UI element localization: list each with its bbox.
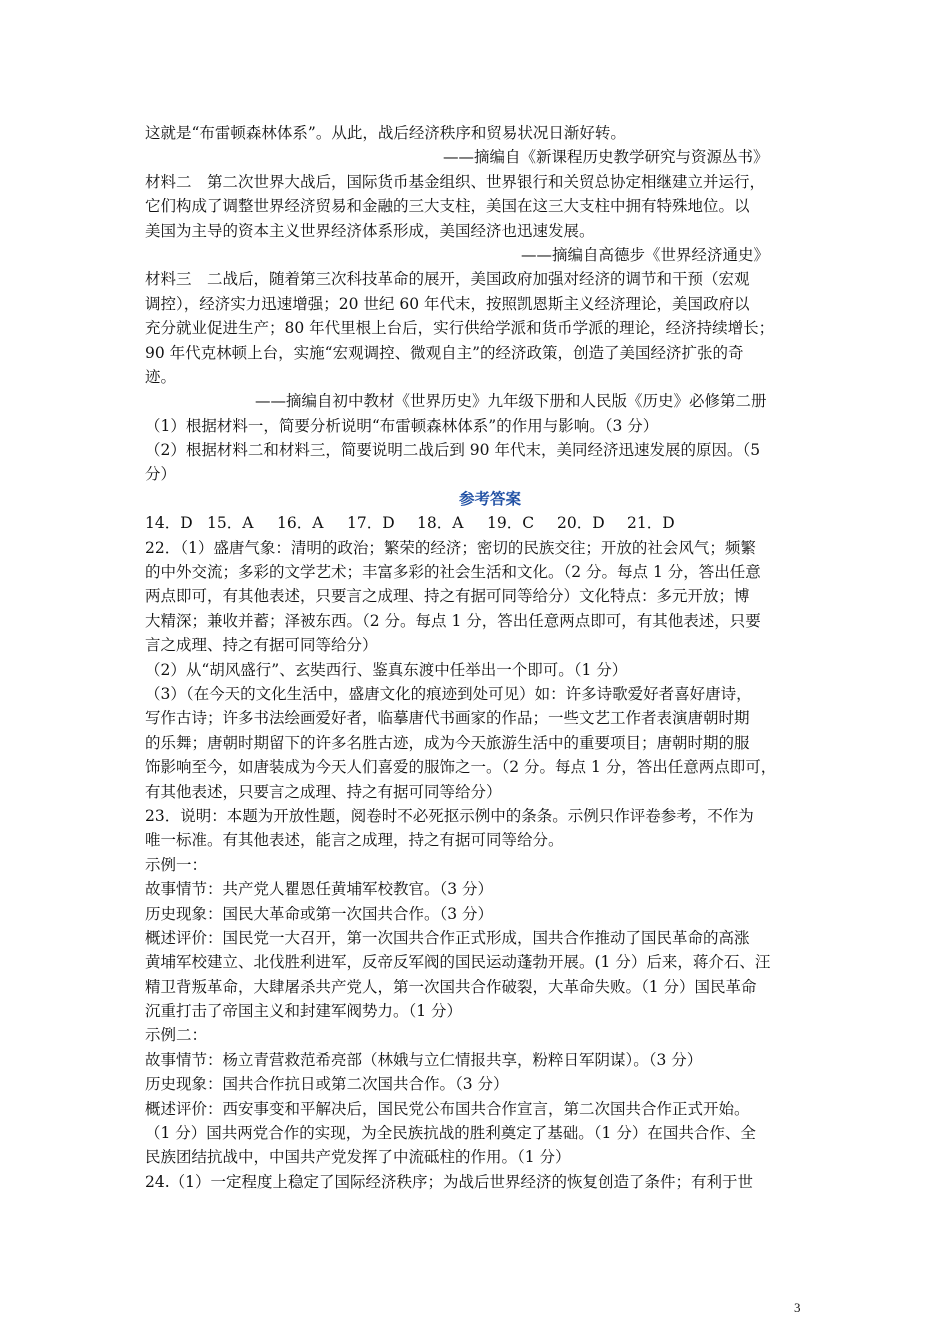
choice-answer: 15．A (207, 514, 254, 533)
q24-line: 24.（1）一定程度上稳定了国际经济秩序；为战后世界经济的恢复创造了条件；有利于世 (145, 1172, 754, 1191)
question-line: 分） (145, 465, 177, 484)
material-3-source: ——摘编自初中教材《世界历史》九年级下册和人民版《历史》必修第二册 (255, 392, 767, 411)
choice-answer: 17．D (347, 514, 395, 533)
material-3-line: 调控），经济实力迅速增强；20 世纪 60 年代末，按照凯恩斯主义经济理论，美国政府以 (145, 294, 750, 313)
q22-line: 有其他表述，只要言之成理、持之有据可同等给分） (145, 782, 502, 801)
choice-answer: 20．D (557, 514, 605, 533)
q22-line: （3）（在今天的文化生活中，盛唐文化的痕迹到处可见）如：许多诗歌爱好者喜好唐诗， (145, 684, 752, 703)
q23-line: 历史现象：国共合作抗日或第二次国共合作。（3 分） (145, 1075, 509, 1094)
choice-answer: 16．A (277, 514, 324, 533)
material-2-line: 材料二 第二次世界大战后，国际货币基金组织、世界银行和关贸总协定相继建立并运行， (145, 172, 766, 191)
q22-line: 的乐舞；唐朝时期留下的许多名胜古迹，成为今天旅游生活中的重要项目；唐朝时期的服 (145, 733, 750, 752)
answer-key-title: 参考答案 (458, 489, 521, 508)
q22-line: 大精深；兼收并蓄；泽被东西。（2 分。每点 1 分，答出任意两点即可，有其他表述，只要 (145, 611, 761, 630)
material-3-line: 充分就业促进生产；80 年代里根上台后，实行供给学派和货币学派的理论，经济持续增长； (145, 319, 775, 338)
q22-line: 两点即可，有其他表述，只要言之成理、持之有据可同等给分）文化特点：多元开放；博 (145, 587, 750, 606)
q23-line: 概述评价：西安事变和平解决后，国民党公布国共合作宣言，第二次国共合作正式开始。 (145, 1099, 750, 1118)
q23-line: 唯一标准。有其他表述，能言之成理，持之有据可同等给分。 (145, 831, 564, 850)
q23-line: 精卫背叛革命，大肆屠杀共产党人，第一次国共合作破裂，大革命失败。（1 分）国民革命 (145, 977, 757, 996)
q23-line: 示例二： (145, 1026, 208, 1045)
q23-line: 23．说明：本题为开放性题，阅卷时不必死抠示例中的条条。示例只作评卷参考，不作为 (145, 806, 754, 825)
choice-answer: 19．C (487, 514, 535, 533)
question-line: （1）根据材料一，简要分析说明“布雷顿森林体系”的作用与影响。（3 分） (145, 416, 659, 435)
q23-line: 概述评价：国民党一大召开，第一次国共合作正式形成，国共合作推动了国民革命的高涨 (145, 928, 750, 947)
q23-line: 故事情节：杨立青营救范希亮部（林娥与立仁情报共享，粉粹日军阴谋）。（3 分） (145, 1050, 703, 1069)
material-2-source: ——摘编自高德步《世界经济通史》 (521, 245, 770, 264)
q23-line: 黄埔军校建立、北伐胜利进军，反帝反军阀的国民运动蓬勃开展。(1 分）后来，蒋介石、汪 (145, 953, 771, 972)
q22-line: 的中外交流；多彩的文学艺术；丰富多彩的社会生活和文化。（2 分。每点 1 分，答出任意 (145, 563, 761, 582)
q22-line: 写作古诗；许多书法绘画爱好者，临摹唐代书画家的作品；一些文艺工作者表演唐朝时期 (145, 709, 750, 728)
choice-answer: 21．D (627, 514, 675, 533)
question-line: （2）根据材料二和材料三，简要说明二战后到 90 年代末，美同经济迅速发展的原因。（5 (145, 441, 761, 460)
q22-line: 饰影响至今，如唐装成为今天人们喜爱的服饰之一。（2 分。每点 1 分，答出任意两点即可， (145, 758, 777, 777)
material-1-line: 这就是“布雷顿森林体系”。从此，战后经济秩序和贸易状况日渐好转。 (145, 124, 626, 142)
q22-line: （2）从“胡风盛行”、玄奘西行、鉴真东渡中任举出一个即可。（1 分） (145, 660, 628, 679)
q22-line: 22．（1）盛唐气象：清明的政治；繁荣的经济；密切的民族交往；开放的社会风气；频繁 (145, 538, 756, 557)
choice-answers (145, 511, 825, 535)
q23-line: 示例一： (145, 855, 208, 874)
material-2-line: 它们构成了调整世界经济贸易和金融的三大支柱，美国在这三大支柱中拥有特殊地位。以 (145, 197, 750, 216)
choice-answer: 14．D (145, 514, 193, 533)
material-1-source: ——摘编自《新课程历史教学研究与资源丛书》 (443, 148, 769, 167)
document-body (145, 121, 825, 1194)
q22-line: 言之成理、持之有据可同等给分） (145, 636, 378, 655)
page-number: 3 (794, 1300, 801, 1315)
q23-line: 沉重打击了帝国主义和封建军阀势力。（1 分） (145, 1002, 463, 1021)
q23-line: 历史现象：国民大革命或第一次国共合作。（3 分） (145, 904, 494, 923)
q23-line: 故事情节：共产党人瞿恩任黄埔军校教官。（3 分） (145, 880, 494, 899)
q23-line: （1 分）国共两党合作的实现，为全民族抗战的胜利奠定了基础。（1 分）在国共合作、全 (145, 1124, 756, 1143)
material-3-line: 迹。 (145, 367, 177, 386)
q23-line: 民族团结抗战中，中国共产党发挥了中流砥柱的作用。（1 分） (145, 1148, 571, 1167)
material-3-line: 90 年代克林顿上台，实施“宏观调控、微观自主”的经济政策，创造了美国经济扩张的奇 (145, 343, 744, 362)
material-3-line: 材料三 二战后，随着第三次科技革命的展开，美国政府加强对经济的调节和干预（宏观 (145, 270, 750, 289)
choice-answer: 18．A (417, 514, 464, 533)
material-2-line: 美国为主导的资本主义世界经济体系形成，美国经济也迅速发展。 (145, 221, 595, 240)
